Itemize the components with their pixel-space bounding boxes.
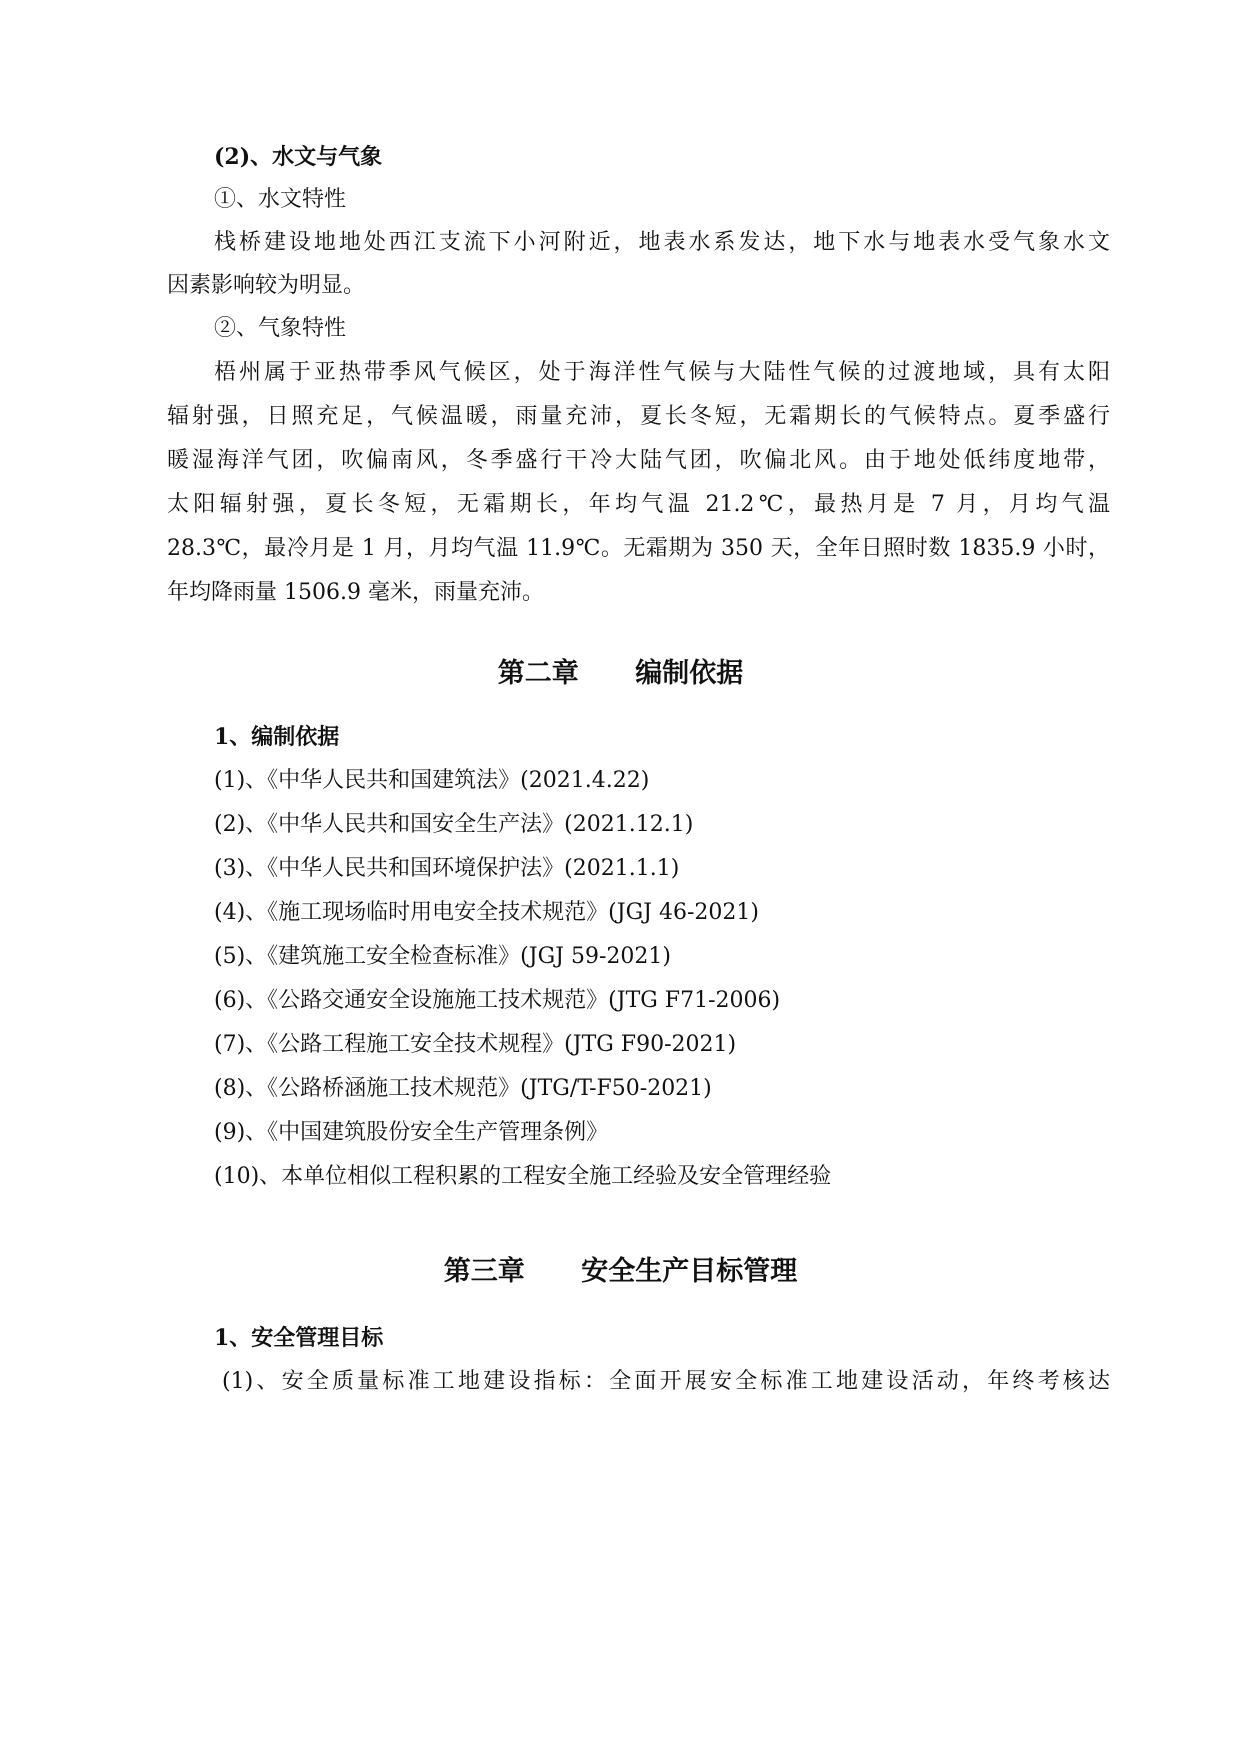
reference-item: (3)、《中华人民共和国环境保护法》(2021.1.1) (214, 856, 680, 881)
chapter-2-title: 第二章 编制依据 (497, 658, 744, 689)
subheading-hydrology-characteristics: ①、水文特性 (214, 187, 347, 212)
paragraph-line: 因素影响较为明显。 (167, 273, 366, 298)
reference-item: (8)、《公路桥涵施工技术规范》(JTG/T-F50-2021) (214, 1076, 712, 1101)
reference-item: (2)、《中华人民共和国安全生产法》(2021.12.1) (214, 812, 694, 837)
paragraph-line: 栈桥建设地地处西江支流下小河附近，地表水系发达，地下水与地表水受气象水文 (214, 230, 1110, 255)
chapter-2-section-heading: 1、编制依据 (214, 724, 340, 750)
chapter-3-title: 第三章 安全生产目标管理 (443, 1256, 798, 1287)
reference-item: (7)、《公路工程施工安全技术规程》(JTG F90-2021) (214, 1032, 737, 1057)
target-item: (1)、安全质量标准工地建设指标：全面开展安全标准工地建设活动，年终考核达 (222, 1369, 1110, 1394)
reference-item: (1)、《中华人民共和国建筑法》(2021.4.22) (214, 768, 650, 793)
reference-item: (9)、《中国建筑股份安全生产管理条例》 (214, 1120, 609, 1145)
paragraph-line: 年均降雨量 1506.9 毫米，雨量充沛。 (167, 580, 544, 605)
reference-item: (10)、本单位相似工程积累的工程安全施工经验及安全管理经验 (214, 1164, 832, 1189)
subheading-meteorology-characteristics: ②、气象特性 (214, 316, 347, 341)
paragraph-line: 梧州属于亚热带季风气候区，处于海洋性气候与大陆性气候的过渡地域，具有太阳 (214, 360, 1110, 385)
reference-item: (4)、《施工现场临时用电安全技术规范》(JGJ 46-2021) (214, 900, 759, 925)
paragraph-line: 28.3℃，最冷月是 1 月，月均气温 11.9℃。无霜期为 350 天，全年日照时数 1835.9 小时， (167, 536, 1110, 561)
paragraph-line: 辐射强，日照充足，气候温暖，雨量充沛，夏长冬短，无霜期长的气候特点。夏季盛行 (167, 404, 1110, 429)
paragraph-line: 暖湿海洋气团，吹偏南风，冬季盛行干冷大陆气团，吹偏北风。由于地处低纬度地带， (167, 448, 1110, 473)
chapter-3-section-heading: 1、安全管理目标 (214, 1325, 384, 1351)
reference-item: (6)、《公路交通安全设施施工技术规范》(JTG F71-2006) (214, 988, 781, 1013)
reference-item: (5)、《建筑施工安全检查标准》(JGJ 59-2021) (214, 944, 671, 969)
section-heading-hydrology: (2)、水文与气象 (214, 144, 383, 170)
paragraph-line: 太阳辐射强，夏长冬短，无霜期长，年均气温 21.2℃，最热月是 7 月，月均气温 (167, 492, 1110, 517)
